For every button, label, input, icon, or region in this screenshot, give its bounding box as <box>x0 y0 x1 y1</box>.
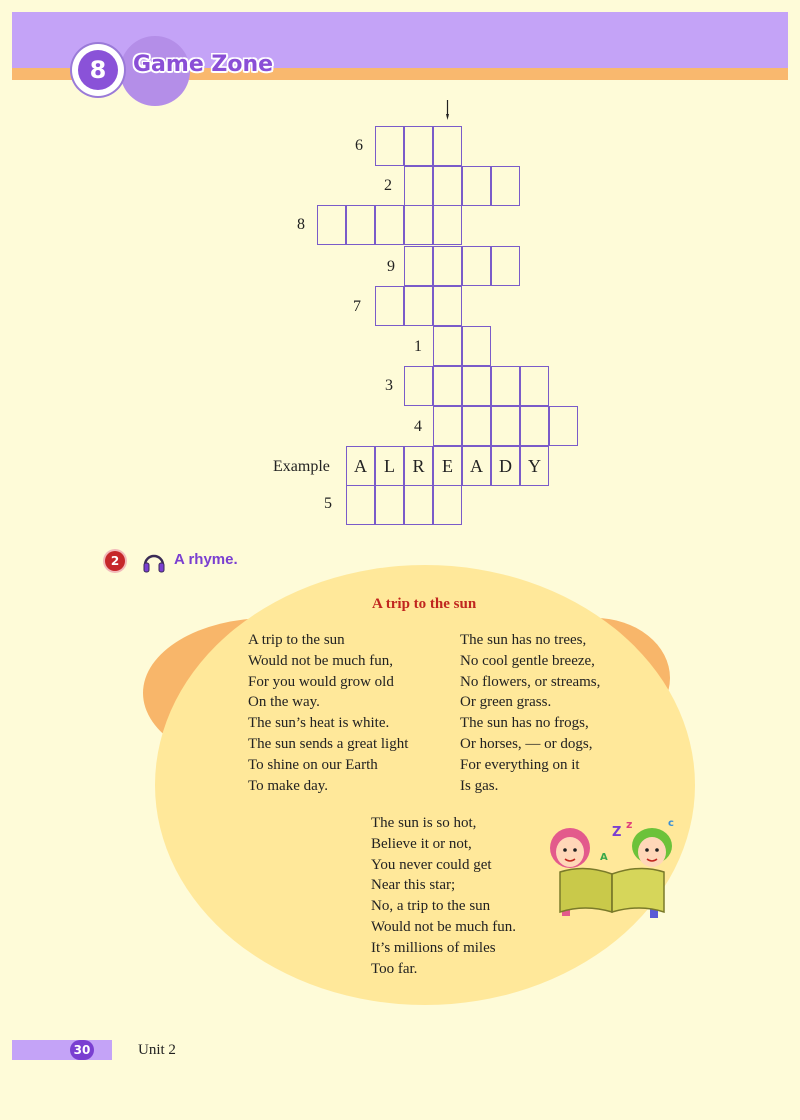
clue-number: 6 <box>355 137 363 154</box>
crossword-cell[interactable] <box>491 246 520 286</box>
poem-line: To make day. <box>248 777 329 794</box>
crossword-cell[interactable] <box>433 126 462 166</box>
example-letter-cell: A <box>462 446 491 486</box>
footer-unit-label: Unit 2 <box>138 1042 176 1058</box>
poem-line: No cool gentle breeze, <box>460 652 595 669</box>
svg-text:A: A <box>600 852 608 863</box>
poem-line: No, a trip to the sun <box>371 898 491 915</box>
page-number: 30 <box>70 1040 94 1060</box>
poem-line: A trip to the sun <box>248 632 345 648</box>
poem-line: On the way. <box>248 694 320 711</box>
clue-number: 9 <box>387 258 395 275</box>
clue-number: 2 <box>384 177 392 194</box>
poem-line: Near this star; <box>371 877 456 894</box>
poem-line: It’s millions of miles <box>371 939 496 956</box>
crossword-cell[interactable] <box>433 286 462 326</box>
crossword-cell[interactable] <box>491 406 520 446</box>
poem-line: Or horses, — or dogs, <box>460 735 593 752</box>
crossword-cell[interactable] <box>404 485 433 525</box>
crossword-cell[interactable] <box>375 205 404 245</box>
svg-text:c: c <box>668 818 674 829</box>
poem-stanza-bottom <box>371 813 516 979</box>
crossword-cell[interactable] <box>549 406 578 446</box>
poem-stanza-right <box>460 630 600 796</box>
example-label: Example <box>273 458 330 475</box>
example-letter-cell: E <box>433 446 462 486</box>
crossword-cell[interactable] <box>462 246 491 286</box>
crossword-cell[interactable] <box>433 246 462 286</box>
crossword-cell[interactable] <box>346 485 375 525</box>
crossword-cell[interactable] <box>520 366 549 406</box>
crossword-cell[interactable] <box>375 485 404 525</box>
headphones-icon[interactable] <box>142 551 166 573</box>
crossword-cell[interactable] <box>433 166 462 206</box>
crossword-cell[interactable] <box>346 205 375 245</box>
crossword-cell[interactable] <box>462 366 491 406</box>
example-letter-cell: L <box>375 446 404 486</box>
crossword-cell[interactable] <box>404 205 433 245</box>
crossword-cell[interactable] <box>433 205 462 245</box>
clue-number: 7 <box>353 298 361 315</box>
clue-number: 3 <box>385 377 393 394</box>
section2-label: A rhyme. <box>174 551 238 568</box>
section-number-badge <box>72 44 124 96</box>
svg-text:Z: Z <box>612 825 622 840</box>
poem-line: Or green grass. <box>460 694 552 711</box>
clue-number: 5 <box>324 495 332 512</box>
svg-text:z: z <box>626 818 633 831</box>
clue-number: 1 <box>414 338 422 355</box>
kids-reading-illustration <box>540 808 690 928</box>
crossword-cell[interactable] <box>462 406 491 446</box>
poem-line: The sun’s heat is white. <box>248 715 390 732</box>
crossword-cell[interactable] <box>462 166 491 206</box>
rhyme-title: A trip to the sun <box>372 596 477 612</box>
poem-line: Too far. <box>371 960 418 977</box>
footer-band <box>12 1040 112 1060</box>
crossword-cell[interactable] <box>375 126 404 166</box>
crossword-cell[interactable] <box>317 205 346 245</box>
poem-stanza-left <box>248 630 408 796</box>
crossword-cell[interactable] <box>404 166 433 206</box>
poem-line: The sun is so hot, <box>371 815 477 831</box>
poem-line: The sun sends a great light <box>248 735 409 752</box>
crossword-cell[interactable] <box>491 166 520 206</box>
crossword-cell[interactable] <box>433 366 462 406</box>
crossword-cell[interactable] <box>404 246 433 286</box>
crossword-cell[interactable] <box>404 366 433 406</box>
crossword-cell[interactable] <box>404 126 433 166</box>
crossword-cell[interactable] <box>491 366 520 406</box>
crossword-cell[interactable] <box>404 286 433 326</box>
poem-line: To shine on our Earth <box>248 756 378 773</box>
crossword-cell[interactable] <box>433 406 462 446</box>
poem-line: The sun has no frogs, <box>460 715 589 732</box>
example-letter-cell: R <box>404 446 433 486</box>
poem-line: You never could get <box>371 856 492 873</box>
clue-number: 8 <box>297 216 305 233</box>
crossword-cell[interactable] <box>462 326 491 366</box>
down-arrow-icon <box>446 100 449 120</box>
page-title: Game Zone <box>133 52 274 77</box>
poem-line: Believe it or not, <box>371 835 472 852</box>
crossword-cell[interactable] <box>433 326 462 366</box>
example-letter-cell: A <box>346 446 375 486</box>
poem-line: Would not be much fun. <box>371 918 517 935</box>
section2-number: 2 <box>105 551 125 571</box>
poem-line: Is gas. <box>460 777 499 794</box>
poem-line: The sun has no trees, <box>460 632 587 648</box>
crossword-cell[interactable] <box>433 485 462 525</box>
example-letter-cell: D <box>491 446 520 486</box>
clue-number: 4 <box>414 418 422 435</box>
poem-line: For everything on it <box>460 756 580 773</box>
crossword-cell[interactable] <box>520 406 549 446</box>
poem-line: No flowers, or streams, <box>460 673 601 690</box>
poem-line: For you would grow old <box>248 673 394 690</box>
section-number: 8 <box>78 50 118 90</box>
crossword-cell[interactable] <box>375 286 404 326</box>
poem-line: Would not be much fun, <box>248 652 394 669</box>
example-letter-cell: Y <box>520 446 549 486</box>
